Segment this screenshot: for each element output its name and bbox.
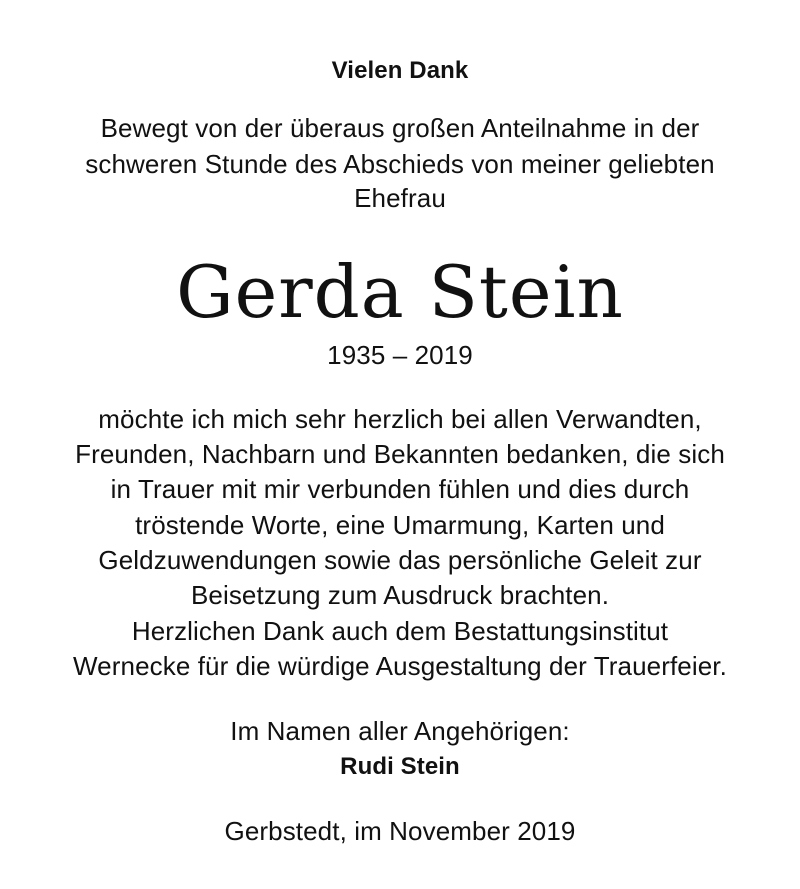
body-line-4: tröstende Worte, eine Umarmung, Karten und (135, 510, 665, 540)
body-line-3: in Trauer mit mir verbunden fühlen und dies durch (110, 474, 690, 504)
body-line-5: Geldzuwendungen sowie das persönliche Geleit zur (98, 545, 702, 575)
intro-line-2: schweren Stunde des Abschieds von meiner geliebten (85, 149, 715, 179)
body-line-2: Freunden, Nachbarn und Bekannten bedanken, die sich (75, 439, 725, 469)
intro-line-1: Bewegt von der überaus großen Anteilnahme in der (100, 113, 700, 143)
body-line-6: Beisetzung zum Ausdruck brachten. (190, 580, 610, 610)
place-and-date: Gerbstedt, im November 2019 (224, 816, 576, 846)
signature-name: Rudi Stein (340, 753, 460, 780)
deceased-name: Gerda Stein (176, 250, 624, 334)
signature-preface: Im Namen aller Angehörigen: (230, 716, 570, 746)
life-dates: 1935 – 2019 (327, 340, 473, 370)
body-line-8: Wernecke für die würdige Ausgestaltung der Trauerfeier. (73, 651, 727, 681)
body-line-1: möchte ich mich sehr herzlich bei allen Verwandten, (98, 404, 702, 434)
body-line-7: Herzlichen Dank auch dem Bestattungsinstitut (131, 616, 669, 646)
intro-line-3: Ehefrau (354, 183, 446, 213)
heading: Vielen Dank (331, 57, 469, 84)
